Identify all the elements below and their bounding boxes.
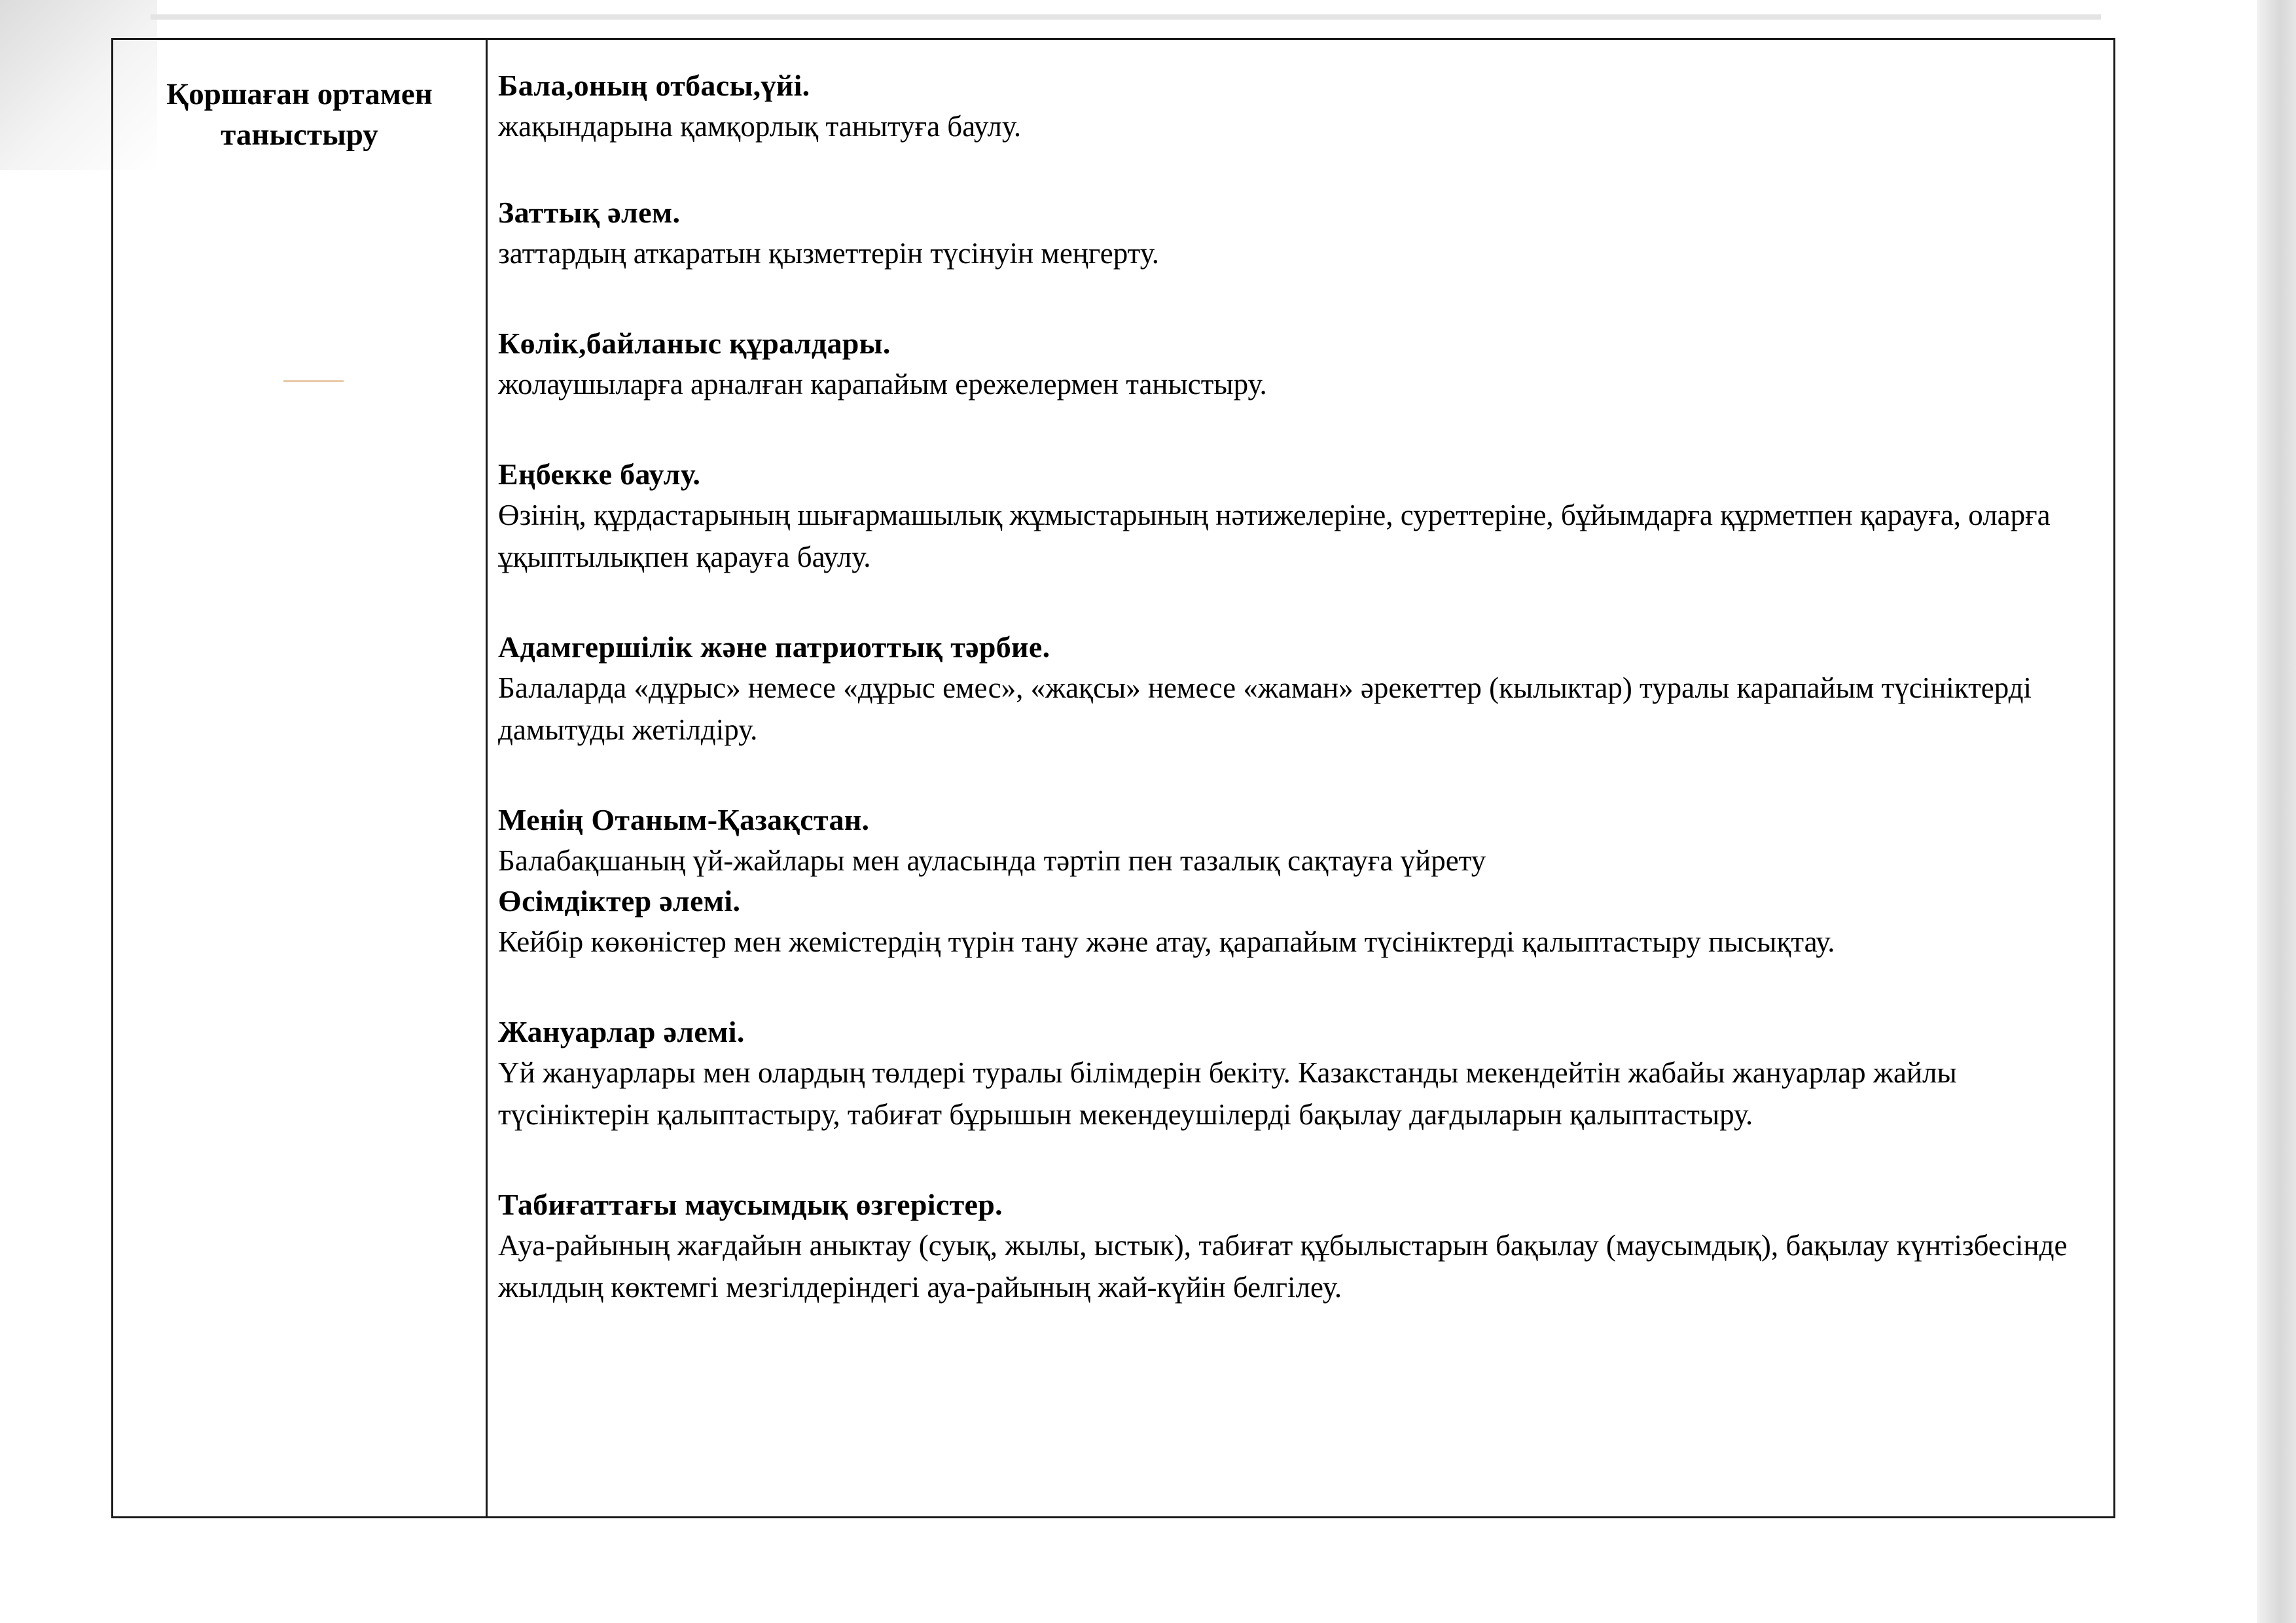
table-right-cell [488, 40, 2113, 1516]
section-body: Үй жануарлары мен олардың төлдері туралы білімдерін бекіту. Казакстанды мекендейтін жабайы жануарлар жайлы түсініктерін қалыптастыру, табиғат бұрышын мекендеушілерді бақылау дағдыларын қалыптастыру. [498, 1056, 1957, 1131]
section-plants [498, 882, 2087, 963]
scan-top-line [151, 14, 2101, 20]
section-homeland [498, 800, 2087, 882]
scan-page-edge [2257, 0, 2296, 1623]
section-title: Адамгершілік және патриоттық тәрбие. [498, 630, 1050, 664]
section-family [498, 66, 2087, 147]
section-title: Табиғаттағы маусымдық өзгерістер. [498, 1188, 1003, 1221]
scan-mark [283, 380, 344, 382]
section-moral [498, 628, 2087, 751]
section-body: Өзінің, құрдастарының шығармашылық жұмыстарының нәтижелеріне, суреттеріне, бұйымдарға құрметпен қарауға, оларға ұқыптылықпен қарауға баулу. [498, 499, 2051, 573]
section-body: Балаларда «дұрыс» немесе «дұрыс емес», «жақсы» немесе «жаман» әрекеттер (кылыктар) туралы карапайым түсініктерді дамытуды жетілдіру. [498, 671, 2032, 746]
section-title: Өсімдіктер әлемі. [498, 884, 741, 918]
section-title: Бала,оның отбасы,үйі. [498, 69, 810, 102]
section-transport [498, 324, 2087, 405]
section-body: жақындарына қамқорлық танытуға баулу. [498, 110, 1022, 143]
section-title: Еңбекке баулу. [498, 457, 701, 491]
section-title: Жануарлар әлемі. [498, 1015, 745, 1048]
section-body: Балабақшаның үй-жайлары мен ауласында тәртіп пен тазалық сақтауға үйрету [498, 844, 1486, 877]
section-title: Заттық әлем. [498, 196, 681, 229]
content-table [111, 38, 2115, 1518]
section-title: Көлік,байланыс құралдары. [498, 327, 891, 360]
section-body: Кейбір көкөністер мен жемістердің түрін тану және атау, қарапайым түсініктерді қалыптастыру пысықтау. [498, 925, 1835, 958]
subject-title: Қоршаған ортамен таныстыру [166, 77, 433, 152]
section-body: заттардың аткаратын қызметтерін түсінуін меңгерту. [498, 237, 1159, 270]
section-body: Ауа-райының жағдайын аныктау (суық, жылы, ыстык), табиғат құбылыстарын бақылау (маусымдық), бақылау күнтізбесінде жылдың көктемгі мезгілдеріндегі ауа-райының жай-күйін белгілеу. [498, 1229, 2068, 1304]
section-animals [498, 1012, 2087, 1135]
section-labor [498, 455, 2087, 578]
section-seasons [498, 1185, 2087, 1308]
section-objects [498, 193, 2087, 274]
table-left-cell [113, 40, 488, 1516]
section-title: Менің Отаным-Қазақстан. [498, 803, 870, 836]
section-body: жолаушыларға арналған карапайым ережелермен таныстыру. [498, 368, 1267, 401]
